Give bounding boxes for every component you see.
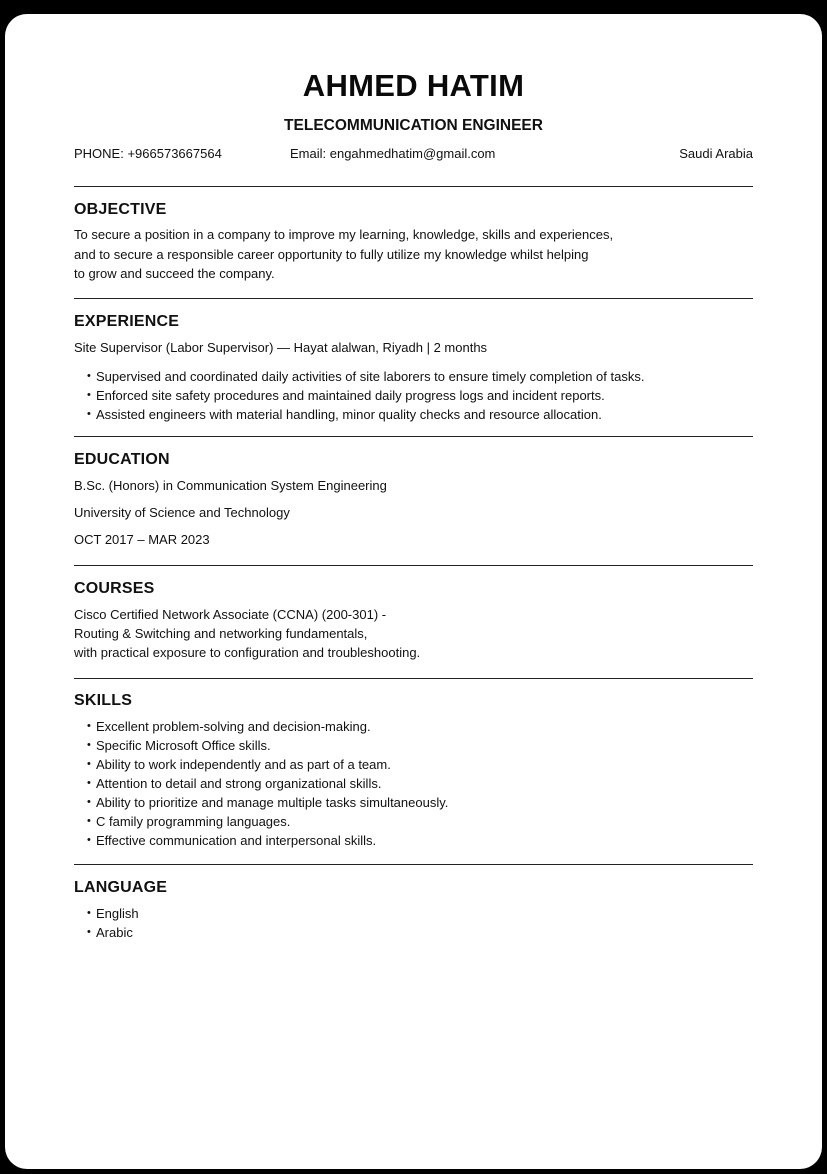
education-university: University of Science and Technology [74, 505, 290, 520]
list-item [87, 812, 448, 831]
job-title: TELECOMMUNICATION ENGINEER [284, 117, 543, 134]
language-text: Arabic [96, 925, 133, 940]
divider [74, 186, 753, 187]
bullet-icon: • [87, 720, 91, 732]
education-degree: B.Sc. (Honors) in Communication System Engineering [74, 478, 387, 493]
experience-bullets [87, 367, 644, 424]
list-item [87, 793, 448, 812]
objective-heading: OBJECTIVE [74, 201, 167, 218]
bullet-icon: • [87, 370, 91, 382]
list-item [87, 736, 448, 755]
list-item [87, 405, 644, 424]
divider [74, 298, 753, 299]
bullet-icon: • [87, 777, 91, 789]
skills-heading: SKILLS [74, 692, 133, 709]
experience-role: Site Supervisor (Labor Supervisor) — Hayat alalwan, Riyadh | 2 months [74, 340, 488, 355]
bullet-icon: • [87, 796, 91, 808]
bullet-icon: • [87, 907, 91, 919]
course-line: with practical exposure to configuration and troubleshooting. [74, 645, 421, 660]
skill-text: Excellent problem-solving and decision-making. [96, 719, 371, 734]
bullet-icon: • [87, 408, 91, 420]
education-dates: OCT 2017 – MAR 2023 [74, 532, 210, 547]
bullet-icon: • [87, 758, 91, 770]
course-line: Cisco Certified Network Associate (CCNA) (200-301) - [74, 607, 387, 622]
list-item [87, 717, 448, 736]
skills-list [87, 717, 448, 850]
country-text: Saudi Arabia [679, 146, 753, 161]
list-item [87, 774, 448, 793]
bullet-icon: • [87, 739, 91, 751]
skill-text: Ability to work independently and as part of a team. [96, 757, 391, 772]
list-item [87, 755, 448, 774]
language-heading: LANGUAGE [74, 879, 168, 896]
list-item [87, 367, 644, 386]
bullet-icon: • [87, 834, 91, 846]
list-item [87, 923, 139, 942]
resume-page [5, 14, 822, 1169]
list-item [87, 386, 644, 405]
bullet-icon: • [87, 815, 91, 827]
bullet-icon: • [87, 389, 91, 401]
language-text: English [96, 906, 139, 921]
course-line: Routing & Switching and networking fundamentals, [74, 626, 368, 641]
skill-text: Attention to detail and strong organizational skills. [96, 776, 382, 791]
list-item [87, 831, 448, 850]
objective-line: To secure a position in a company to improve my learning, knowledge, skills and experiences, [74, 227, 614, 242]
experience-bullet-text: Assisted engineers with material handling, minor quality checks and resource allocation. [96, 407, 602, 422]
divider [74, 678, 753, 679]
objective-line: and to secure a responsible career opportunity to fully utilize my knowledge whilst helping [74, 246, 589, 262]
experience-bullet-text: Supervised and coordinated daily activities of site laborers to ensure timely completion of tasks. [96, 369, 645, 384]
divider [74, 565, 753, 566]
courses-heading: COURSES [74, 580, 155, 597]
phone-text: PHONE: +966573667564 [74, 146, 222, 161]
language-list [87, 904, 139, 942]
skill-text: Ability to prioritize and manage multiple tasks simultaneously. [96, 795, 449, 810]
contact-row [74, 146, 753, 164]
divider [74, 864, 753, 865]
list-item [87, 904, 139, 923]
email-text: Email: engahmedhatim@gmail.com [290, 146, 496, 161]
skill-text: C family programming languages. [96, 814, 291, 829]
experience-heading: EXPERIENCE [74, 313, 180, 330]
objective-line: to grow and succeed the company. [74, 266, 275, 281]
skill-text: Effective communication and interpersonal skills. [96, 833, 377, 848]
experience-bullet-text: Enforced site safety procedures and maintained daily progress logs and incident reports. [96, 388, 605, 403]
education-heading: EDUCATION [74, 451, 170, 468]
candidate-name: AHMED HATIM [302, 68, 525, 103]
divider [74, 436, 753, 437]
skill-text: Specific Microsoft Office skills. [96, 738, 271, 753]
bullet-icon: • [87, 926, 91, 938]
